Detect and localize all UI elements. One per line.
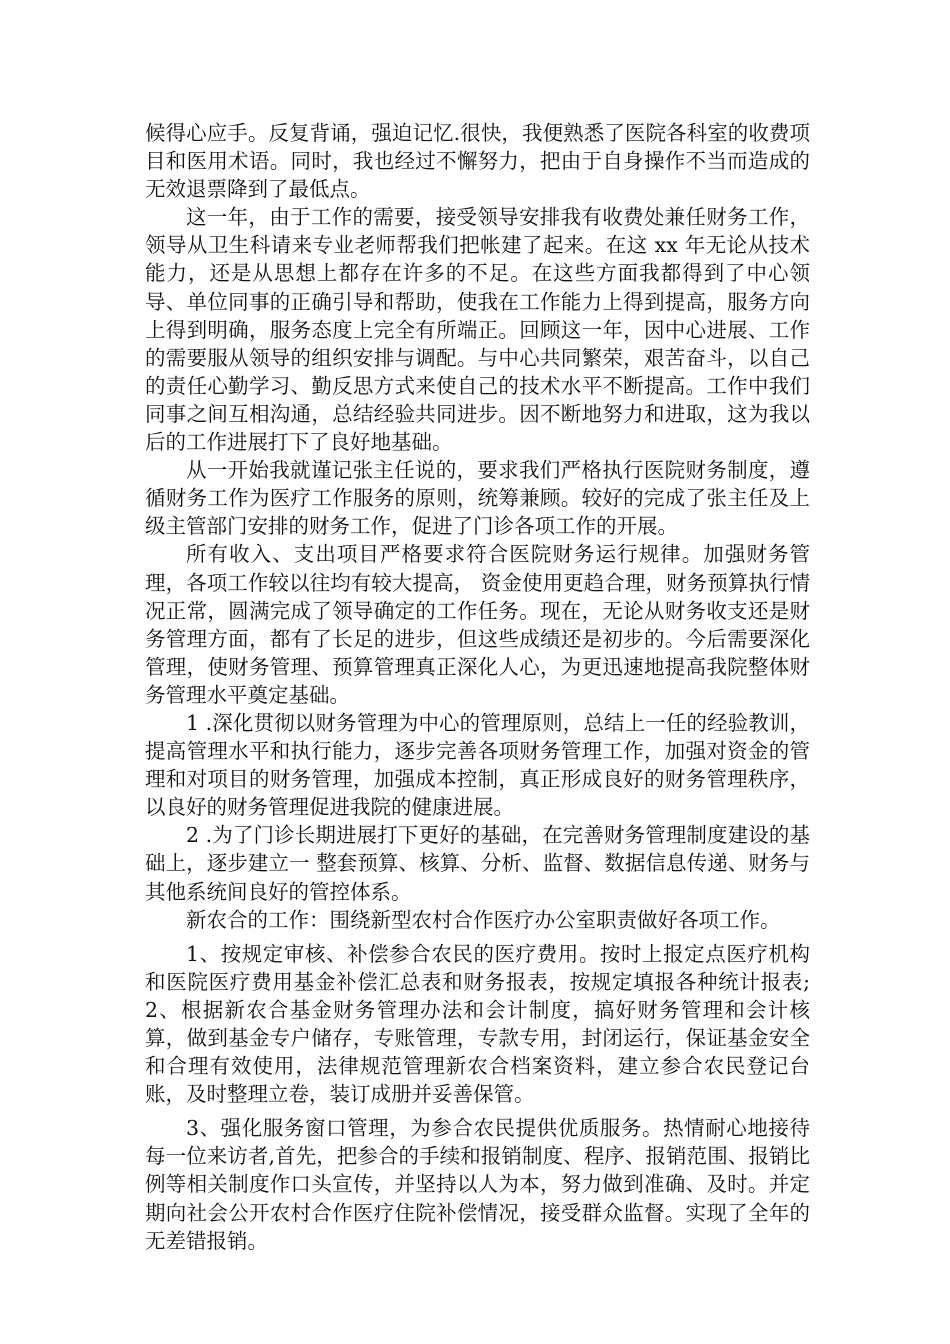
document-body — [145, 119, 810, 1255]
paragraph-ncms-item-1-2: 1、按规定审核、补偿参合农民的医疗费用。按时上报定点医疗机构和医院医疗费用基金补偿汇总表和财务报表，按规定填报各种统计报表; 2、根据新农合基金财务管理办法和会计制度，搞好财务管理和会计核算，做到基金专户储存，专账管理，专款专用，封闭运行，保证基金安全和合理有效使用，法律规范管理新农合档案资料，建立参合农民登记台账，及时整理立卷，装订成册并妥善保管。 — [145, 941, 810, 1107]
paragraph-finance-system: 从一开始我就谨记张主任说的，要求我们严格执行医院财务制度，遵循财务工作为医疗工作服务的原则，统筹兼顾。较好的完成了张主任及上级主管部门安排的财务工作，促进了门诊各项工作的开展。 — [145, 458, 810, 539]
paragraph-income-expense: 所有收入、支出项目严格要求符合医院财务运行规律。加强财务管理，各项工作较以往均有较大提高， 资金使用更趋合理，财务预算执行情况正常，圆满完成了领导确定的工作任务。现在，无论从财务收支还是财务管理方面，都有了长足的进步，但这些成绩还是初步的。今后需要深化管理，使财务管理、预算管理真正深化人心，为更迅速地提高我院整体财务管理水平奠定基础。 — [145, 542, 810, 707]
paragraph-continuation: 候得心应手。反复背诵，强迫记忆.很快，我便熟悉了医院各科室的收费项目和医用术语。同时，我也经过不懈努力，把由于自身操作不当而造成的无效退票降到了最低点。 — [145, 121, 810, 202]
paragraph-ncms-heading: 新农合的工作：围绕新型农村合作医疗办公室职责做好各项工作。 — [186, 907, 781, 932]
paragraph-item-2: 2 .为了门诊长期进展打下更好的基础，在完善财务管理制度建设的基础上，逐步建立一 整套预算、核算、分析、监督、数据信息传递、财务与其他系统间良好的管控体系。 — [145, 823, 810, 904]
paragraph-item-1: 1 .深化贯彻以财务管理为中心的管理原则，总结上一任的经验教训，提高管理水平和执行能力，逐步完善各项财务管理工作，加强对资金的管理和对项目的财务管理，加强成本控制，真正形成良好的财务管理秩序，以良好的财务管理促进我院的健康进展。 — [145, 710, 810, 820]
paragraph-ncms-item-3: 3、强化服务窗口管理，为参合农民提供优质服务。热情耐心地接待每一位来访者,首先，把参合的手续和报销制度、程序、报销范围、报销比例等相关制度作口头宣传，并坚持以人为本，努力做到准确、及时。并定期向社会公开农村合作医疗住院补偿情况，接受群众监督。实现了全年的无差错报销。 — [145, 1116, 810, 1253]
paragraph-year-review: 这一年，由于工作的需要，接受领导安排我有收费处兼任财务工作，领导从卫生科请来专业老师帮我们把帐建了起来。在这 xx 年无论从技术能力，还是从思想上都存在许多的不足。在这些方面我都得到了中心领导、单位同事的正确引导和帮助，使我在工作能力上得到提高，服务方向上得到明确，服务态度上完全有所端正。回顾这一年，因中心进展、工作的需要服从领导的组织安排与调配。与中心共同繁荣，艰苦奋斗，以自己的责任心勤学习、勤反思方式来使自己的技术水平不断提高。工作中我们同事之间互相沟通，总结经验共同进步。因不断地努力和进取，这为我以后的工作进展打下了良好地基础。 — [145, 205, 810, 455]
